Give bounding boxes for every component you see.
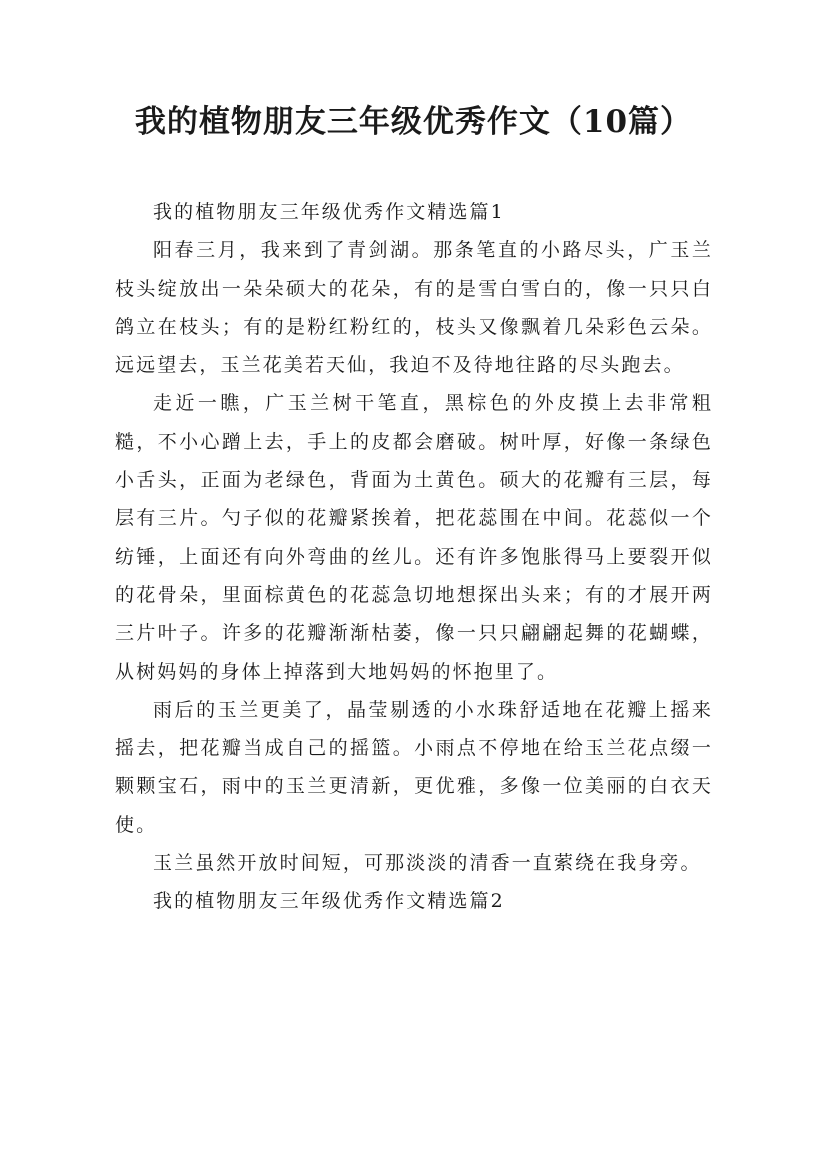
body-paragraph: 玉兰虽然开放时间短，可那淡淡的清香一直萦绕在我身旁。: [153, 852, 702, 875]
document-title: 我的植物朋友三年级优秀作文（10篇）: [134, 104, 693, 140]
body-paragraph: 阳春三月，我来到了青剑湖。那条笔直的小路尽头，广玉兰枝头绽放出一朵朵硕大的花朵，有的是雪白雪白的，像一只只白鸽立在枝头；有的是粉红粉红的，枝头又像飘着几朵彩色云朵。远远望去，玉兰花美若天仙，我迫不及待地往路的尽头跑去。: [115, 239, 713, 377]
document-body: [115, 193, 713, 921]
section-heading-1: 我的植物朋友三年级优秀作文精选篇1: [153, 201, 505, 223]
body-paragraph: 走近一瞧，广玉兰树干笔直，黑棕色的外皮摸上去非常粗糙，不小心蹭上去，手上的皮都会磨破。树叶厚，好像一条绿色小舌头，正面为老绿色，背面为土黄色。硕大的花瓣有三层，每层有三片。勺子似的花瓣紧挨着，把花蕊围在中间。花蕊似一个纺锤，上面还有向外弯曲的丝儿。还有许多饱胀得马上要裂开似的花骨朵，里面棕黄色的花蕊急切地想探出头来；有的才展开两三片叶子。许多的花瓣渐渐枯萎，像一只只翩翩起舞的花蝴蝶，从树妈妈的身体上掉落到大地妈妈的怀抱里了。: [115, 392, 713, 683]
body-paragraph: 雨后的玉兰更美了，晶莹剔透的小水珠舒适地在花瓣上摇来摇去，把花瓣当成自己的摇篮。小雨点不停地在给玉兰花点缀一颗颗宝石，雨中的玉兰更清新，更优雅，多像一位美丽的白衣天使。: [115, 698, 713, 836]
section-heading-2: 我的植物朋友三年级优秀作文精选篇2: [153, 890, 505, 913]
